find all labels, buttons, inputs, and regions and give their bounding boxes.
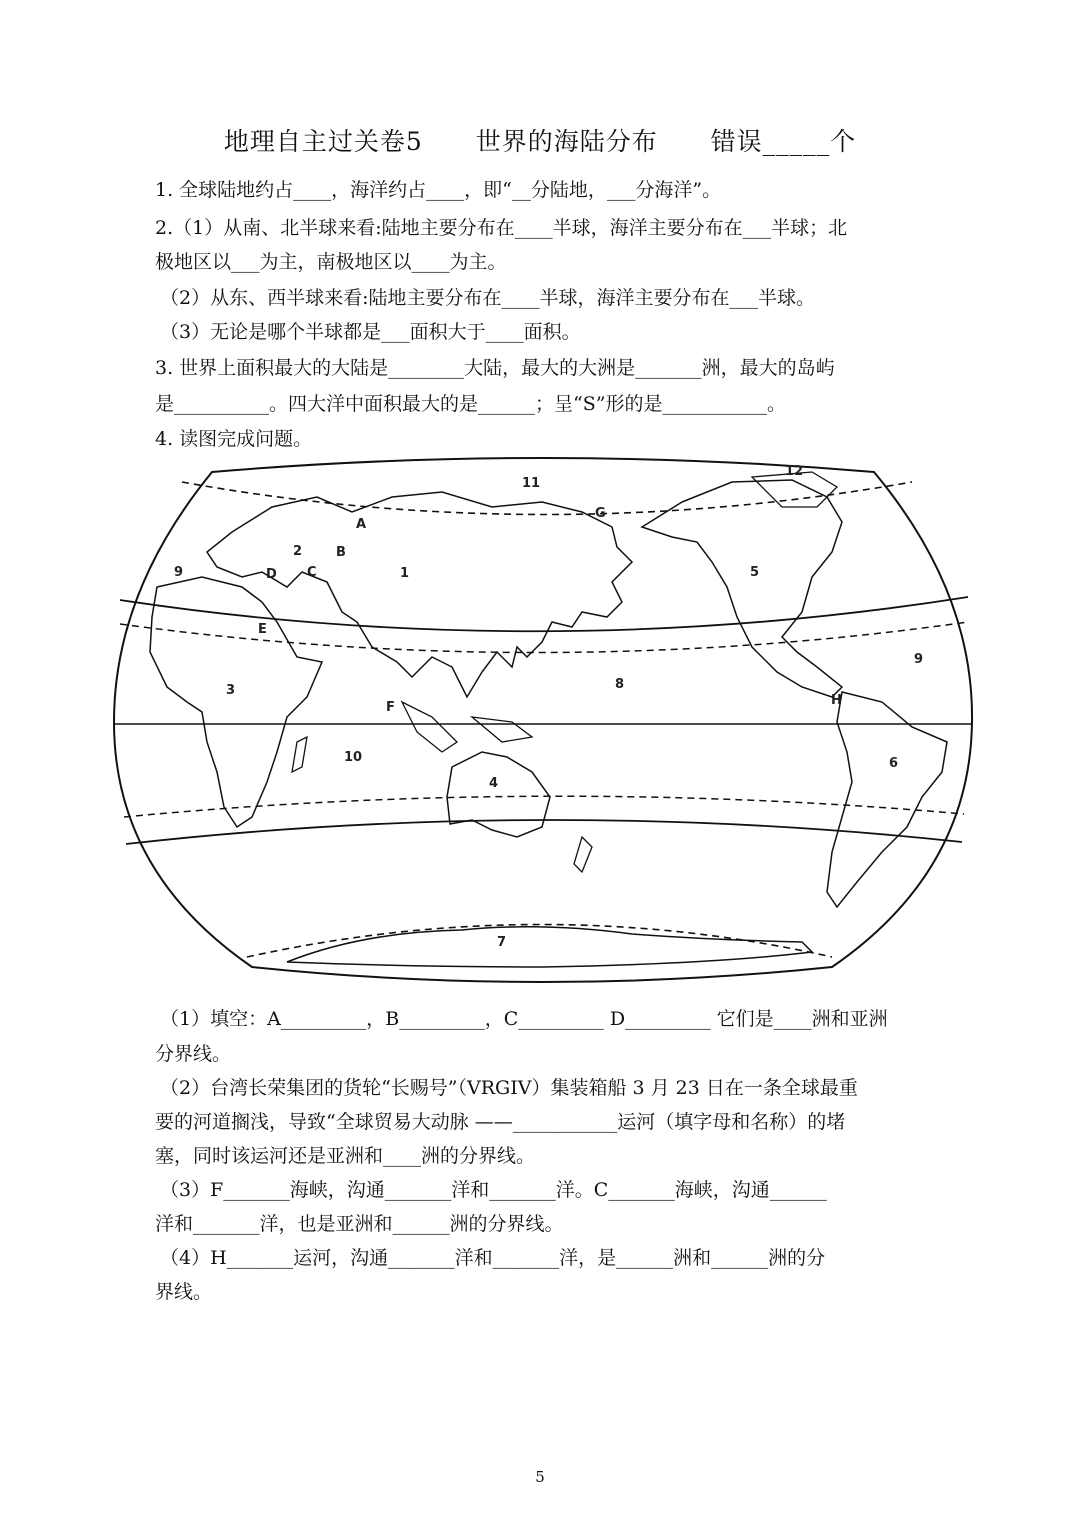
map-label-H: H [831, 693, 842, 708]
page-number: 5 [535, 1468, 545, 1486]
world-map [112, 452, 974, 990]
map-label-B: B [336, 545, 346, 560]
map-label-F: F [386, 700, 395, 715]
subquestion-1-line2: 分界线。 [155, 1043, 232, 1065]
question-2-1-line2: 极地区以___为主，南极地区以____为主。 [155, 251, 507, 273]
map-label-G: G [595, 506, 606, 521]
question-2-1-line1: 2.（1）从南、北半球来看:陆地主要分布在____半球，海洋主要分布在___半球；北 [155, 217, 848, 239]
question-2-2: （2）从东、西半球来看:陆地主要分布在____半球，海洋主要分布在___半球。 [160, 287, 815, 309]
map-label-5: 5 [750, 565, 760, 580]
madagascar-outline [292, 737, 307, 772]
map-label-A: A [356, 517, 367, 532]
subquestion-2-line1: （2）台湾长荣集团的货轮“长赐号”（VRGIV）集装箱船 3 月 23 日在一条全球最重 [160, 1077, 858, 1099]
map-label-C: C [307, 565, 317, 580]
subquestion-3-line2: 洋和_______洋，也是亚洲和______洲的分界线。 [155, 1213, 564, 1235]
subquestion-1-line1: （1）填空：A_________，B_________，C_________ D_________ 它们是____洲和亚洲 [160, 1008, 888, 1030]
map-label-7: 7 [497, 935, 507, 950]
map-label-10: 10 [344, 750, 363, 765]
subquestion-2-line2: 要的河道搁浅，导致“全球贸易大动脉 ——___________运河（填字母和名称）的堵 [155, 1111, 846, 1133]
eurasia-outline [207, 492, 632, 697]
map-label-2: 2 [293, 544, 303, 559]
page-title [0, 122, 1080, 158]
subquestion-4-line2: 界线。 [155, 1281, 213, 1303]
southeast-asia-islands [402, 702, 532, 752]
question-3-line2: 是__________。四大洋中面积最大的是______；呈“S”形的是___________。 [155, 393, 786, 415]
map-label-9-west: 9 [174, 565, 184, 580]
map-label-1: 1 [400, 566, 410, 581]
subtitle-text: 世界的海陆分布 [475, 127, 658, 156]
tropic-dashed-south [124, 796, 964, 817]
map-label-3: 3 [226, 683, 236, 698]
question-2-3: （3）无论是哪个半球都是___面积大于____面积。 [160, 321, 581, 343]
subquestion-2-line3: 塞，同时该运河还是亚洲和____洲的分界线。 [155, 1145, 536, 1167]
map-label-9-east: 9 [914, 652, 924, 667]
tropic-of-capricorn-line [126, 820, 962, 844]
map-label-E: E [258, 622, 267, 637]
map-label-11: 11 [522, 476, 541, 491]
subquestion-4-line1: （4）H_______运河，沟通_______洋和_______洋，是______洲和______洲的分 [160, 1247, 826, 1269]
map-label-12: 12 [785, 464, 804, 479]
australia-outline [447, 752, 550, 837]
map-label-D: D [266, 567, 277, 582]
map-label-4: 4 [489, 776, 499, 791]
question-4: 4. 读图完成问题。 [155, 428, 313, 450]
north-america-outline [642, 480, 842, 697]
tropic-of-cancer-line [120, 597, 968, 631]
question-3-line1: 3. 世界上面积最大的大陆是________大陆，最大的大洲是_______洲，最大的岛屿 [155, 357, 835, 379]
question-1: 1. 全球陆地约占____，海洋约占____，即“__分陆地，___分海洋”。 [155, 179, 722, 201]
subquestion-3-line1: （3）F_______海峡，沟通_______洋和_______洋。C_______海峡，沟通______ [160, 1179, 827, 1201]
error-count-text: 错误_____个 [710, 127, 857, 156]
map-label-6: 6 [889, 756, 899, 771]
new-zealand-outline [574, 837, 592, 872]
arctic-circle-line [182, 482, 912, 515]
map-frame [114, 458, 972, 982]
map-label-8: 8 [615, 677, 625, 692]
antarctica-outline [287, 927, 812, 967]
title-text: 地理自主过关卷5 [223, 127, 423, 156]
